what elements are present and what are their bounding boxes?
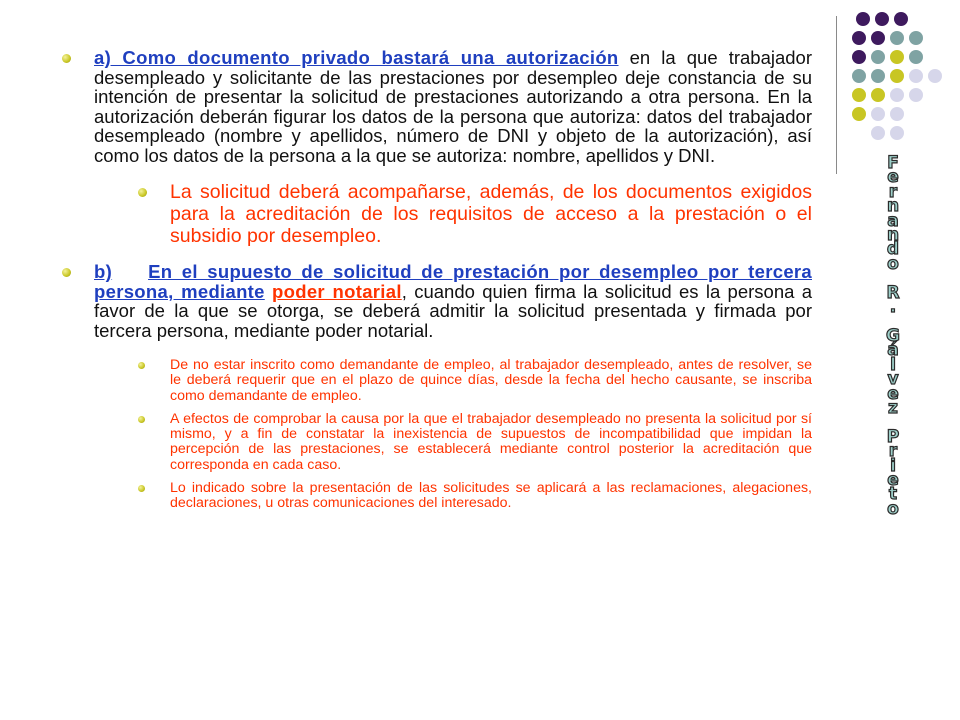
- bullet-a: [56, 48, 812, 165]
- vertical-letter: i: [890, 455, 896, 476]
- vertical-letter: e: [887, 469, 899, 490]
- decorative-dot: [852, 88, 866, 102]
- decorative-dot: [890, 107, 904, 121]
- slide-content: [56, 48, 812, 512]
- bullet-b-text: , cuando quien firma la solicitud es la persona a favor de la que se otorga, se deberá admitir la solicitud presentada y firmada por tercera persona, mediante poder notarial.: [94, 280, 812, 341]
- bullet-b-sub-text: A efectos de comprobar la causa por la que el trabajador desempleado no presenta la solicitud por sí mismo, y a fin de constatar la inexistencia de supuestos de incompatibilidad que impidan la percepción de las prestaciones, se establecerá mediante control posterior la acreditación que corresponda en cada caso.: [170, 410, 812, 473]
- vertical-letter: d: [886, 239, 900, 260]
- bullet-b-link[interactable]: En el supuesto de solicitud de prestación por desempleo por tercera persona, mediante: [94, 261, 812, 302]
- decorative-dot: [909, 69, 923, 83]
- bullet-dot-icon: [62, 54, 71, 63]
- bullet-dot-icon: [138, 485, 145, 492]
- bullet-b-sub-3: [56, 481, 812, 512]
- decorative-dot: [890, 50, 904, 64]
- vertical-letter: P: [886, 426, 900, 447]
- bullet-a-link[interactable]: a) Como documento privado bastará una autorización: [94, 47, 619, 68]
- bullet-b-sub-2: [56, 412, 812, 473]
- bullet-b: [56, 262, 812, 340]
- vertical-letter: e: [887, 167, 899, 188]
- decorative-dot: [871, 88, 885, 102]
- vertical-letter: F: [887, 153, 899, 173]
- decorative-dot: [909, 31, 923, 45]
- vertical-letter: n: [886, 196, 900, 217]
- decorative-dot: [852, 69, 866, 83]
- bullet-dot-icon: [138, 362, 145, 369]
- bullet-b-sub-1: [56, 358, 812, 404]
- poder-notarial-link[interactable]: poder notarial: [272, 280, 402, 302]
- vertical-letter: r: [888, 181, 898, 202]
- decorative-dots: [852, 12, 952, 152]
- vertical-letter: R: [886, 282, 900, 303]
- vertical-letter: o: [887, 498, 899, 519]
- bullet-b-sub-text: Lo indicado sobre la presentación de las solicitudes se aplicará a las reclamaciones, alegaciones, declaraciones, u otras comunicaciones del interesado.: [170, 480, 812, 512]
- decorative-dot: [890, 69, 904, 83]
- vertical-letter: á: [887, 340, 899, 361]
- decorative-dot: [871, 69, 885, 83]
- bullet-a-text: en la que trabajador desempleado y solicitante de las prestaciones por desempleo deje constancia de su intención de presentar la solicitud de prestaciones autorizando a otra persona. En la autorización deberán figurar los datos de la persona que autoriza: datos del trabajador desempleado (nombre y apellidos, número de DNI y objeto de la autorización), así como los datos de la persona a la que se autoriza: nombre, apellidos y DNI.: [94, 47, 813, 166]
- decorative-dot: [928, 69, 942, 83]
- vertical-letter: r: [888, 441, 898, 462]
- decorative-dot: [909, 88, 923, 102]
- vertical-letter: z: [888, 397, 898, 418]
- decorative-dot: [875, 12, 889, 26]
- author-vertical-text: [850, 153, 936, 519]
- vertical-letter: t: [888, 484, 898, 505]
- decorative-dot: [871, 107, 885, 121]
- decorative-dot: [856, 12, 870, 26]
- bullet-dot-icon: [138, 416, 145, 423]
- decorative-dot: [852, 107, 866, 121]
- decorative-dot: [890, 88, 904, 102]
- bullet-a-sub: [56, 181, 812, 247]
- vertical-letter: v: [887, 369, 899, 390]
- vertical-letter: .: [889, 297, 897, 318]
- decorative-dot: [871, 50, 885, 64]
- vertical-letter: a: [887, 210, 899, 231]
- bullet-b-label[interactable]: b): [94, 261, 113, 282]
- decorative-dot: [871, 31, 885, 45]
- vertical-letter: l: [890, 354, 896, 375]
- bullet-dot-icon: [138, 188, 147, 197]
- decorative-dot: [852, 31, 866, 45]
- decorative-dot: [894, 12, 908, 26]
- vertical-letter: G: [886, 325, 900, 346]
- decorative-dot: [890, 126, 904, 140]
- decorative-dot: [852, 50, 866, 64]
- bullet-dot-icon: [62, 268, 71, 277]
- vertical-letter: n: [886, 225, 900, 246]
- decorative-dot: [909, 50, 923, 64]
- bullet-b-sub-text: De no estar inscrito como demandante de empleo, al trabajador desempleado, antes de resolver, se le deberá requerir que en el plazo de quince días, desde la fecha del hecho causante, se inscriba como demandante de empleo.: [170, 357, 812, 404]
- decorative-dot: [871, 126, 885, 140]
- vertical-letter: o: [887, 253, 899, 274]
- decorative-dot: [890, 31, 904, 45]
- vertical-letter: e: [887, 383, 899, 404]
- bullet-a-sub-text: La solicitud deberá acompañarse, además, de los documentos exigidos para la acreditación de los requisitos de acceso a la prestación o el subsidio por desempleo.: [170, 181, 812, 247]
- divider-line: [836, 16, 837, 174]
